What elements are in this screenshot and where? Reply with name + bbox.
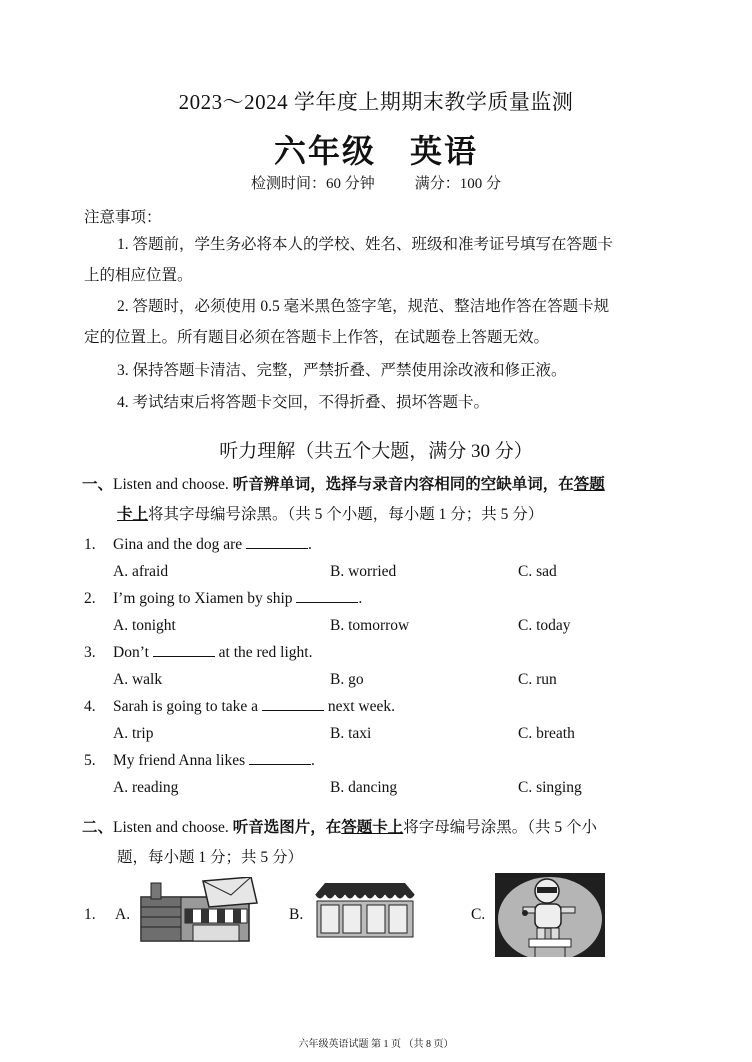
option-c[interactable]: C. singing bbox=[518, 779, 582, 796]
option-a[interactable]: A. afraid bbox=[113, 563, 169, 580]
post-office-picture[interactable] bbox=[133, 877, 263, 945]
subject-label: 英语 bbox=[410, 133, 479, 169]
part2-instruction-cn: 听音选图片，在 bbox=[232, 819, 342, 836]
question-number: 1. bbox=[84, 536, 96, 553]
part1-number: 一、 bbox=[82, 476, 114, 493]
option-b[interactable]: B. go bbox=[330, 671, 364, 688]
question-number: 4. bbox=[84, 698, 96, 715]
part2-emphasis: 答题卡上 bbox=[341, 819, 404, 836]
note-item: 4. 考试结束后将答题卡交回，不得折叠、损坏答题卡。 bbox=[117, 394, 490, 411]
option-a[interactable]: A. tonight bbox=[113, 617, 176, 634]
question-text: Gina and the dog are . bbox=[113, 536, 312, 553]
part1-emphasis: 答题 bbox=[573, 476, 605, 493]
question-number: 2. bbox=[84, 590, 96, 607]
option-a[interactable]: A. trip bbox=[113, 725, 154, 742]
option-a[interactable]: A. walk bbox=[113, 671, 163, 688]
part1-instruction-cn: 听音辨单词，选择与录音内容相同的空缺单词，在 bbox=[232, 476, 574, 493]
option-b[interactable]: B. dancing bbox=[330, 779, 398, 796]
question-number: 1. bbox=[84, 906, 96, 923]
exam-info bbox=[0, 172, 752, 193]
part1-instruction-en: Listen and choose. bbox=[113, 476, 229, 493]
note-item: 定的位置上。所有题目必须在答题卡上作答，在试题卷上答题无效。 bbox=[84, 329, 550, 346]
part1-heading bbox=[82, 472, 605, 494]
section-title: 听力理解（共五个大题，满分 30 分） bbox=[219, 441, 533, 462]
notes-heading: 注意事项： bbox=[84, 209, 162, 226]
part2-instruction-en: Listen and choose. bbox=[113, 819, 229, 836]
part2-instruction-rest: 将字母编号涂黑。（共 5 个小 bbox=[403, 819, 597, 836]
option-a[interactable]: A. reading bbox=[113, 779, 179, 796]
note-item: 2. 答题时，必须使用 0.5 毫米黑色签字笔，规范、整洁地作答在答题卡规 bbox=[117, 298, 610, 315]
option-c[interactable]: C. today bbox=[518, 617, 571, 634]
question-text: Don’t at the red light. bbox=[113, 644, 313, 661]
question-number: 3. bbox=[84, 644, 96, 661]
note-item: 1. 答题前，学生务必将本人的学校、姓名、班级和准考证号填写在答题卡 bbox=[117, 236, 614, 253]
question-text: My friend Anna likes . bbox=[113, 752, 315, 769]
picture-option-c-label[interactable]: C. bbox=[471, 906, 486, 923]
shop-picture[interactable] bbox=[311, 881, 419, 939]
part1-instruction-rest: 将其字母编号涂黑。（共 5 个小题，每小题 1 分；共 5 分） bbox=[148, 506, 544, 523]
option-c[interactable]: C. sad bbox=[518, 563, 557, 580]
note-item: 上的相应位置。 bbox=[84, 267, 193, 284]
part2-heading bbox=[82, 815, 597, 837]
question-text: I’m going to Xiamen by ship . bbox=[113, 590, 363, 607]
note-item: 3. 保持答题卡清洁、完整，严禁折叠、严禁使用涂改液和修正液。 bbox=[117, 362, 567, 379]
exam-time: 检测时间：60 分钟 bbox=[250, 176, 375, 192]
question-number: 5. bbox=[84, 752, 96, 769]
picture-option-a-label[interactable]: A. bbox=[115, 906, 131, 923]
part2-heading-cont: 题，每小题 1 分；共 5 分） bbox=[117, 849, 304, 866]
exam-title: 2023～2024 学年度上期期末教学质量监测 bbox=[178, 90, 574, 114]
picture-option-b-label[interactable]: B. bbox=[289, 906, 304, 923]
option-c[interactable]: C. run bbox=[518, 671, 557, 688]
option-c[interactable]: C. breath bbox=[518, 725, 575, 742]
page-footer: 六年级英语试题 第 1 页 （共 8 页） bbox=[298, 1039, 454, 1050]
robot-picture[interactable] bbox=[495, 873, 605, 957]
grade-subject bbox=[0, 126, 752, 172]
option-b[interactable]: B. taxi bbox=[330, 725, 372, 742]
question-text: Sarah is going to take a next week. bbox=[113, 698, 395, 715]
option-b[interactable]: B. worried bbox=[330, 563, 397, 580]
full-score: 满分：100 分 bbox=[414, 176, 502, 192]
part2-number: 二、 bbox=[82, 819, 114, 836]
grade-label: 六年级 bbox=[273, 133, 376, 169]
part1-emphasis-cont: 卡上 bbox=[117, 506, 149, 523]
part1-heading-cont bbox=[117, 502, 543, 524]
option-b[interactable]: B. tomorrow bbox=[330, 617, 410, 634]
